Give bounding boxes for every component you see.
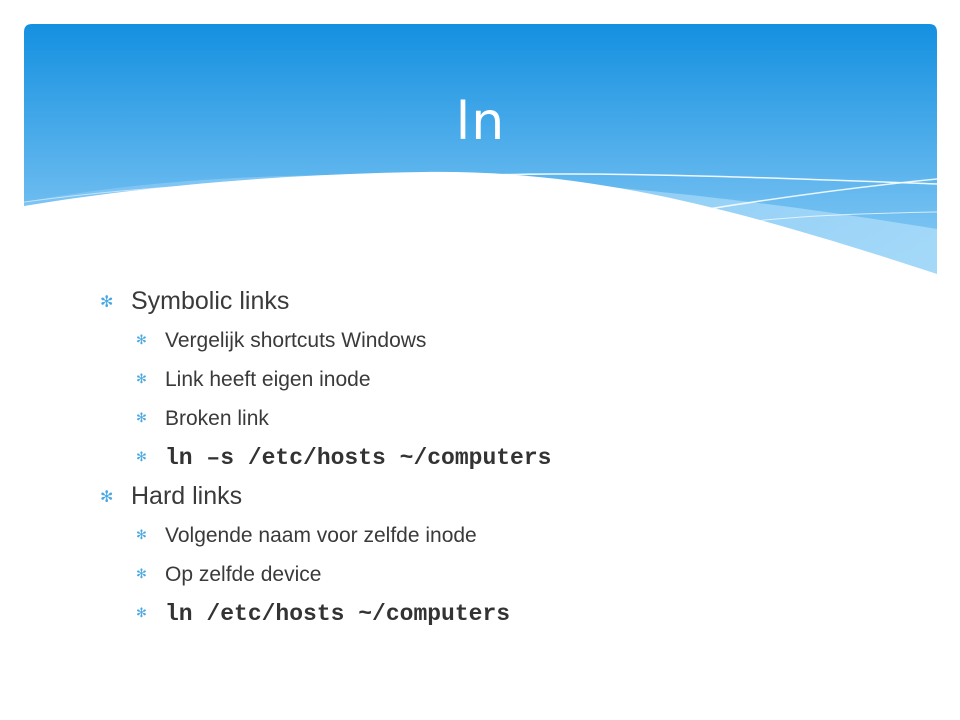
sub-bullet-text: Volgende naam voor zelfde inode bbox=[165, 524, 477, 547]
sub-bullet-code bbox=[100, 594, 900, 633]
sub-bullet bbox=[100, 399, 900, 438]
sub-bullet bbox=[100, 360, 900, 399]
asterisk-bullet-icon: ✻ bbox=[136, 528, 147, 543]
sub-bullet bbox=[100, 321, 900, 360]
asterisk-bullet-icon: ✻ bbox=[100, 292, 114, 311]
asterisk-bullet-icon: ✻ bbox=[136, 567, 147, 582]
sub-bullet-text: Op zelfde device bbox=[165, 563, 322, 586]
asterisk-bullet-icon: ✻ bbox=[136, 450, 147, 465]
section-heading: Hard links bbox=[131, 482, 243, 510]
section-heading: Symbolic links bbox=[131, 287, 290, 315]
bullet-symbolic-links bbox=[100, 282, 900, 321]
asterisk-bullet-icon: ✻ bbox=[100, 487, 114, 506]
sub-bullet bbox=[100, 555, 900, 594]
asterisk-bullet-icon: ✻ bbox=[136, 411, 147, 426]
sub-bullet-text: Vergelijk shortcuts Windows bbox=[165, 329, 427, 352]
command-snippet: ln –s /etc/hosts ~/computers bbox=[165, 445, 552, 471]
bullet-hard-links bbox=[100, 477, 900, 516]
title-banner bbox=[24, 24, 937, 274]
asterisk-bullet-icon: ✻ bbox=[136, 606, 147, 621]
sub-bullet bbox=[100, 516, 900, 555]
asterisk-bullet-icon: ✻ bbox=[136, 333, 147, 348]
sub-bullet-text: Link heeft eigen inode bbox=[165, 368, 371, 391]
bullet-list bbox=[100, 282, 900, 633]
sub-bullet-text: Broken link bbox=[165, 407, 269, 430]
slide-title: ln bbox=[455, 92, 506, 152]
command-snippet: ln /etc/hosts ~/computers bbox=[165, 601, 511, 627]
asterisk-bullet-icon: ✻ bbox=[136, 372, 147, 387]
sub-bullet-code bbox=[100, 438, 900, 477]
